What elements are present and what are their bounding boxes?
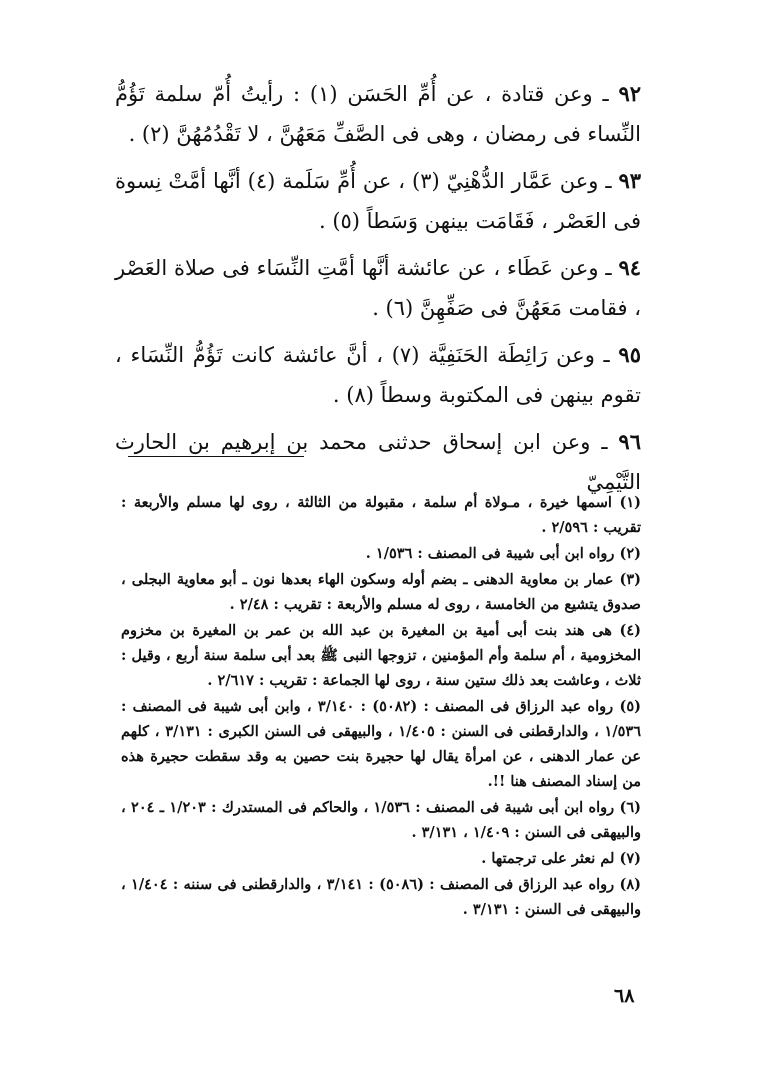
footnote-1: (١) اسمها خيرة ، مـولاة أم سلمة ، مقبولة من الثالثة ، روى لها مسلم والأربعة : تقريب : ٢/٥٩٦ .	[121, 494, 641, 536]
page-number: ٦٨	[614, 985, 635, 1007]
hadith-text: ـ وعن رَائِطَة الحَنَفِيَّة (٧) ، أنَّ عائشة كانت تَؤُمُّ النِّسَاء ، تقوم بينهن فى المكتوبة وسطاً (٨) .	[115, 343, 641, 407]
hadith-number: ٩٦	[618, 429, 641, 454]
hadith-number: ٩٣	[618, 168, 642, 193]
hadith-text: ـ وعن قتادة ، عن أُمِّ الحَسَن (١) : رأيتُ أُمّ سلمة تَؤُمُّ النِّساء فى رمضان ، وهى فى الصَّفِّ مَعَهُنَّ ، لا تَقْدُمُهُنَّ (٢) .	[115, 82, 641, 146]
hadith-number: ٩٢	[618, 81, 641, 106]
footnote-5: (٥) رواه عبد الرزاق فى المصنف : (٥٠٨٢) : ٣/١٤٠ ، وابن أبى شيبة فى المصنف : ١/٥٣٦ ، والدارقطنى فى السنن : ١/٤٠٥ ، والبيهقى فى السنن الكبرى : ٣/١٣١ ، كلهم عن عمار الدهنى ، عن امرأة يقال لها حجيرة بنت حصين به وقد سقطت حجيرة هذه من إسناد المصنف هنا !!.	[121, 698, 641, 790]
footnote-divider	[128, 456, 304, 457]
hadith-93	[115, 161, 641, 241]
hadith-92	[115, 74, 641, 154]
footnote-3: (٣) عمار بن معاوية الدهنى ـ بضم أوله وسكون الهاء بعدها نون ـ أبو معاوية البجلى ، صدوق يتشيع من الخامسة ، روى له مسلم والأربعة : تقريب : ٢/٤٨ .	[121, 571, 641, 613]
footnote-7: (٧) لم نعثر على ترجمتها .	[481, 850, 641, 867]
footnote-4: (٤) هى هند بنت أبى أمية بن المغيرة بن عبد الله بن عمر بن المغيرة بن مخزوم المخزومية ، أم سلمة وأم المؤمنين ، تزوجها النبى ﷺ بعد أبى سلمة سنة أربع ، وقيل : ثلاث ، وعاشت بعد ذلك ستين سنة ، روى لها الجماعة : تقريب : ٢/٦١٧ .	[121, 622, 641, 689]
footnote-6: (٦) رواه ابن أبى شيبة فى المصنف : ١/٥٣٦ ، والحاكم فى المستدرك : ١/٢٠٣ ـ ٢٠٤ ، والبيهقى فى السنن : ١/٤٠٩ ، ٣/١٣١ .	[121, 799, 641, 841]
hadith-number: ٩٥	[618, 342, 641, 367]
hadith-text: ـ وعن عَطَاء ، عن عائشة أنَّها أمَّتِ النِّسَاء فى صلاة العَصْر ، فقامت مَعَهُنَّ فى صَفِّهِنَّ (٦) .	[115, 256, 641, 320]
main-text	[115, 74, 641, 509]
footnotes	[121, 490, 641, 923]
hadith-text: ـ وعن عَمَّار الدُّهْنِيّ (٣) ، عن أُمِّ سَلَمة (٤) أنَّها أمَّتْ نِسوة فى العَصْر ، فَقَامَت بينهن وَسَطاً (٥) .	[115, 169, 641, 233]
hadith-text: ـ وعن ابن إسحاق حدثنى محمد بن إبرهيم بن الحارث التَّيْمِيّ	[115, 430, 641, 494]
footnote-2: (٢) رواه ابن أبى شيبة فى المصنف : ١/٥٣٦ .	[365, 545, 641, 562]
hadith-94	[115, 248, 641, 328]
hadith-95	[115, 335, 641, 415]
footnote-8: (٨) رواه عبد الرزاق فى المصنف : (٥٠٨٦) : ٣/١٤١ ، والدارقطنى فى سننه : ١/٤٠٤ ، والبيهقى فى السنن : ٣/١٣١ .	[121, 876, 642, 918]
hadith-number: ٩٤	[618, 255, 641, 280]
